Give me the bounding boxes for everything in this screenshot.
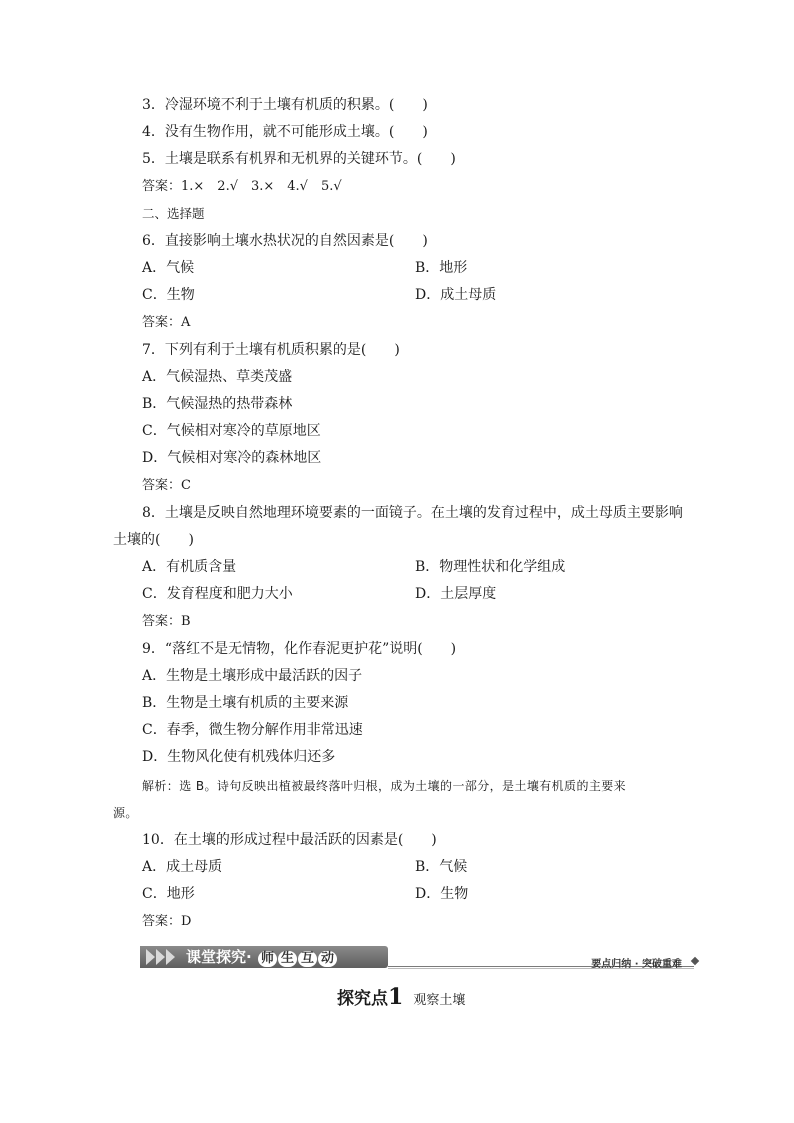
banner-right-text: 要点归纳 · 突破重难 bbox=[591, 959, 682, 970]
banner-badge: 动 bbox=[318, 951, 337, 967]
text-line: D．成土母质 bbox=[415, 287, 497, 303]
banner-badge: 生 bbox=[278, 951, 297, 967]
section-heading bbox=[337, 984, 465, 1010]
heading-label: 探究点 bbox=[337, 989, 388, 1009]
text-line: 答案：C bbox=[142, 478, 191, 493]
text-line: A．成土母质 bbox=[142, 859, 223, 875]
banner-badge: 互 bbox=[298, 951, 317, 967]
text-line: D．土层厚度 bbox=[415, 586, 497, 602]
text-line: B．物理性状和化学组成 bbox=[415, 559, 566, 575]
text-line: A．有机质含量 bbox=[142, 559, 237, 575]
text-line: D．气候相对寒冷的森林地区 bbox=[142, 450, 322, 466]
heading-subtitle: 观察土壤 bbox=[413, 993, 466, 1008]
text-line: C．春季，微生物分解作用非常迅速 bbox=[142, 722, 363, 738]
banner-title-text: 课堂探究 bbox=[186, 948, 247, 966]
text-line: 6．直接影响土壤水热状况的自然因素是( ) bbox=[142, 233, 428, 249]
text-line: 4．没有生物作用，就不可能形成土壤。( ) bbox=[142, 124, 428, 140]
text-line: D．生物 bbox=[415, 886, 469, 902]
text-line: C．地形 bbox=[142, 886, 195, 902]
text-line: 二、选择题 bbox=[142, 206, 205, 221]
text-line: 答案：D bbox=[142, 914, 192, 929]
banner-badge: 师 bbox=[258, 951, 277, 967]
text-line: 答案：B bbox=[142, 614, 191, 629]
heading-number: 1 bbox=[388, 984, 404, 1010]
chevron-right-icon bbox=[146, 949, 155, 965]
text-line: 源。 bbox=[113, 806, 138, 820]
text-line: 8．土壤是反映自然地理环境要素的一面镜子。在土壤的发育过程中，成土母质主要影响 bbox=[142, 505, 683, 521]
text-line: 答案：A bbox=[142, 315, 191, 330]
text-line: A．气候湿热、草类茂盛 bbox=[142, 369, 293, 385]
text-line: B．生物是土壤有机质的主要来源 bbox=[142, 695, 349, 711]
text-line: 10．在土壤的形成过程中最活跃的因素是( ) bbox=[142, 832, 437, 848]
section-banner bbox=[140, 946, 700, 970]
text-line: 答案：1.× 2.√ 3.× 4.√ 5.√ bbox=[142, 179, 342, 194]
text-line: 土壤的( ) bbox=[113, 532, 194, 548]
text-line: B．地形 bbox=[415, 260, 468, 276]
text-line: D．生物风化使有机残体归还多 bbox=[142, 749, 336, 765]
text-line: B．气候 bbox=[415, 859, 468, 875]
text-line: 3．冷湿环境不利于土壤有机质的积累。( ) bbox=[142, 97, 428, 113]
text-line: 9．“落红不是无情物，化作春泥更护花”说明( ) bbox=[142, 641, 457, 657]
banner-bar bbox=[140, 946, 388, 968]
text-line: B．气候湿热的热带森林 bbox=[142, 396, 293, 412]
text-line: C．气候相对寒冷的草原地区 bbox=[142, 423, 321, 439]
text-line: C．发育程度和肥力大小 bbox=[142, 586, 293, 602]
text-line: A．气候 bbox=[142, 260, 195, 276]
chevron-right-icon bbox=[166, 949, 175, 965]
text-line: 解析：选 B。诗句反映出植被最终落叶归根，成为土壤的一部分，是土壤有机质的主要来 bbox=[142, 779, 627, 793]
text-line: C．生物 bbox=[142, 287, 195, 303]
text-line: 5．土壤是联系有机界和无机界的关键环节。( ) bbox=[142, 151, 456, 167]
banner-dot: · bbox=[246, 948, 252, 966]
diamond-icon bbox=[691, 957, 699, 965]
text-line: A．生物是土壤形成中最活跃的因子 bbox=[142, 668, 363, 684]
chevron-right-icon bbox=[156, 949, 165, 965]
banner-title bbox=[186, 948, 337, 967]
text-line: 7．下列有利于土壤有机质积累的是( ) bbox=[142, 342, 400, 358]
